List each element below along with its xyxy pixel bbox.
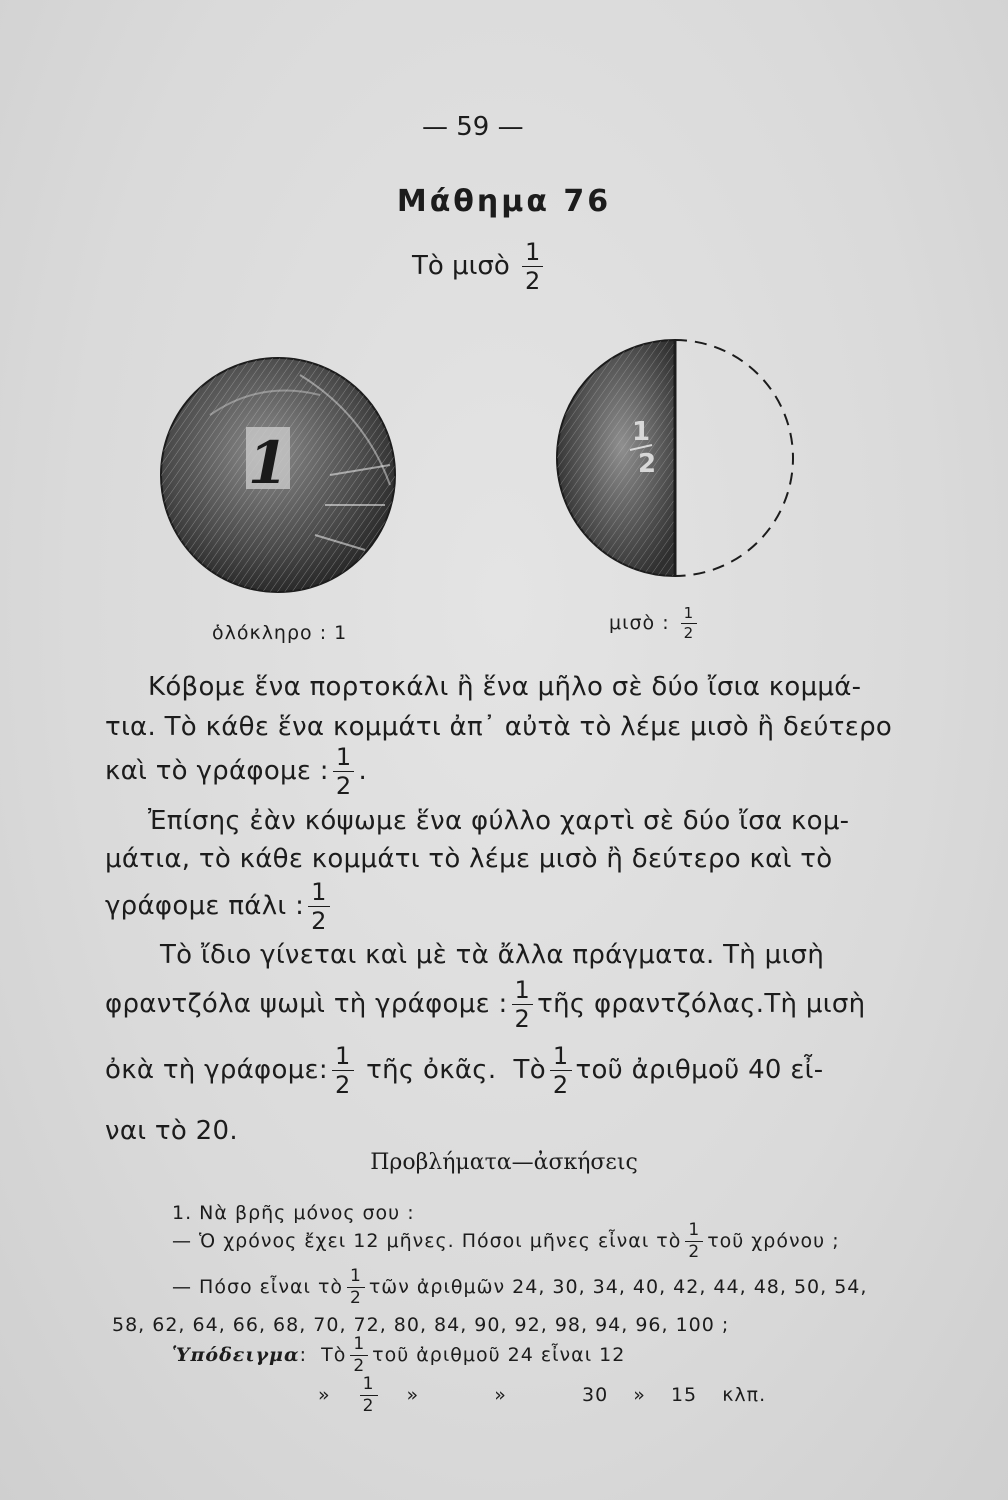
example-text: κλπ. [722,1384,767,1406]
fraction-numerator: 1 [350,1336,368,1356]
paragraph-text: . [358,756,368,786]
problem-question-2 [172,1268,867,1307]
fraction-denominator: 2 [514,1005,531,1033]
problem-question-1 [172,1222,840,1261]
problem-text: τοῦ χρόνου ; [707,1230,840,1252]
fraction-half [333,745,355,798]
fraction-denominator: 2 [683,624,695,642]
whole-caption: ὁλόκληρο : 1 [212,622,348,644]
problem-question-2-numbers: 58, 62, 64, 66, 68, 70, 72, 80, 84, 90, 92, 98, 94, 96, 100 ; [112,1314,730,1336]
problems-title: Προβλήματα—ἀσκήσεις [370,1150,638,1175]
half-caption-fraction [681,606,698,641]
fraction-numerator: 1 [332,1044,354,1071]
fraction-numerator: 1 [685,1222,703,1242]
problem-text: — Πόσο εἶναι τὸ [172,1276,344,1298]
fraction-half [685,1222,703,1261]
problem-text: τῶν ἀριθμῶν 24, 30, 34, 40, 42, 44, 48, 50, 54, [368,1276,868,1298]
half-circle-dashed [675,340,793,576]
example-number: 30 [582,1384,609,1406]
whole-digit: 1 [247,429,289,497]
paragraph-2-line-2: μάτια, τὸ κάθε κομμάτι τὸ λέμε μισὸ ἢ δεύτερο καὶ τὸ [105,844,833,874]
fraction-denominator: 2 [353,1356,366,1376]
fraction-denominator: 2 [552,1071,569,1099]
paragraph-1-line-2: τια. Τὸ κάθε ἕνα κομμάτι ἀπ᾽ αὐτὰ τὸ λέμε μισὸ ἢ δεύτερο [105,712,893,742]
fraction-numerator: 1 [512,978,534,1005]
paragraph-text: τοῦ ἀριθμοῦ 40 εἶ- [575,1055,824,1085]
paragraph-text: τῆς ὀκᾶς. [366,1055,497,1085]
half-label-den: 2 [637,449,657,479]
half-orange-illustration [555,335,805,585]
example-line-1: Ὑπόδειγμα: Τὸ $\frac{1}{2}$ τοῦ ἀριθμοῦ 24 εἶναι 12 [172,1334,626,1376]
paragraph-2-line-3 [105,880,334,933]
paragraph-3-line-3 [105,1044,823,1097]
subtitle-text: Τὸ μισὸ [412,251,510,281]
fraction-numerator: 1 [360,1376,378,1396]
fraction-denominator: 2 [525,267,541,295]
ditto-mark: » [494,1384,507,1406]
problem-item-1: 1. Νὰ βρῆς μόνος σου : [172,1202,415,1224]
fraction-half [350,1336,368,1375]
fraction-numerator: 1 [347,1268,365,1288]
paragraph-3-line-1: Τὸ ἴδιο γίνεται καὶ μὲ τὰ ἄλλα πράγματα. Τὴ μισὴ [160,940,825,970]
fraction-denominator: 2 [334,1071,351,1099]
half-caption [609,606,701,641]
example-text: τοῦ ἀριθμοῦ 24 εἶναι 12 [372,1344,626,1366]
fraction-denominator: 2 [350,1288,362,1308]
example-label: Ὑπόδειγμα [172,1344,300,1366]
fraction-numerator: 1 [550,1044,572,1071]
paragraph-2-line-1: Ἐπίσης ἐὰν κόψωμε ἕνα φύλλο χαρτὶ σὲ δύο ἴσα κομ- [148,806,850,836]
fraction-denominator: 2 [335,772,352,800]
paragraph-3-line-4: ναι τὸ 20. [105,1116,238,1146]
subtitle [412,240,547,293]
subtitle-fraction [522,240,543,293]
fraction-half [360,1376,378,1415]
ditto-mark: » [318,1384,331,1406]
fraction-numerator: 1 [333,745,355,772]
fraction-denominator: 2 [688,1242,701,1262]
fraction-numerator: 1 [308,880,330,907]
lesson-title: Μάθημα 76 [396,184,612,219]
paragraph-1-line-1: Κόβομε ἕνα πορτοκάλι ἢ ἕνα μῆλο σὲ δύο ἴσια κομμά- [148,672,862,702]
example-text: Τὸ [321,1344,347,1366]
example-line-2 [318,1376,766,1415]
paragraph-3-line-2 [105,978,865,1031]
fraction-half [308,880,330,933]
fraction-half [512,978,534,1031]
fraction-denominator: 2 [362,1396,375,1416]
paragraph-1-line-3 [105,745,367,798]
paragraph-text: τῆς φραντζόλας.Τὴ μισὴ [537,989,866,1019]
fraction-half [332,1044,354,1097]
paragraph-text: φραντζόλα ψωμὶ τὴ γράφομε : [105,989,508,1019]
ditto-mark: » [633,1384,646,1406]
paragraph-text: γράφομε πάλι : [105,891,305,921]
paragraph-text: καὶ τὸ γράφομε : [105,756,329,786]
fraction-denominator: 2 [311,907,327,935]
fraction-half [347,1268,365,1307]
page-number: — 59 — [422,112,524,142]
paragraph-text: Τὸ [513,1055,546,1085]
fraction-numerator: 1 [522,240,543,267]
fraction-half [550,1044,572,1097]
paragraph-text: ὀκὰ τὴ γράφομε: [105,1055,328,1085]
half-caption-text: μισὸ : [609,612,670,634]
whole-orange-illustration [150,355,410,605]
problem-text: — Ὁ χρόνος ἔχει 12 μῆνες. Πόσοι μῆνες εἶναι τὸ [172,1230,682,1252]
half-label-num: 1 [631,417,651,447]
ditto-mark: » [406,1384,420,1406]
fraction-numerator: 1 [681,606,698,624]
example-result: 15 [670,1384,698,1406]
